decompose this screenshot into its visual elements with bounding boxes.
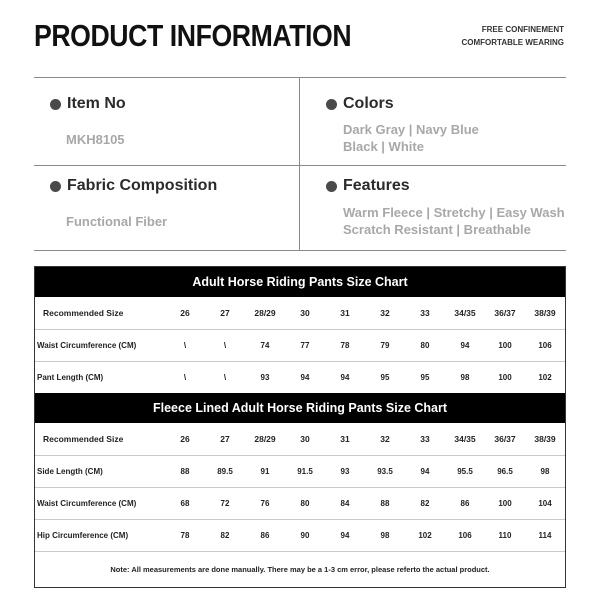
measurement-value: 94 [420, 466, 430, 476]
size-header-label: Recommended Size [43, 434, 124, 444]
measurement-value: 78 [340, 340, 350, 350]
measurement-value: 94 [300, 372, 310, 382]
measurement-value: 86 [260, 530, 270, 540]
size-column-header: 26 [180, 308, 190, 318]
tagline [461, 23, 564, 49]
measurement-value: 95 [380, 372, 390, 382]
measurement-value: 102 [418, 530, 432, 540]
measurement-label: Waist Circumference (CM) [37, 340, 137, 350]
measurement-value: 72 [220, 498, 230, 508]
size-column-header: 32 [380, 434, 390, 444]
size-column-header: 30 [300, 434, 310, 444]
measurement-value: 80 [420, 340, 430, 350]
colors-line: Black | White [343, 139, 424, 154]
row-divider [35, 551, 565, 552]
size-column-header: 36/37 [494, 308, 516, 318]
measurement-value: 74 [260, 340, 270, 350]
fabric-label: Fabric Composition [67, 177, 218, 194]
features-value [343, 204, 565, 238]
measurement-value: 86 [460, 498, 470, 508]
table-row [35, 329, 565, 361]
measurement-value: 100 [498, 340, 512, 350]
measurement-label: Hip Circumference (CM) [37, 530, 129, 540]
measurement-value: 104 [538, 498, 552, 508]
measurement-value: 96.5 [497, 466, 513, 476]
measurement-value: 76 [260, 498, 270, 508]
size-column-header: 38/39 [534, 434, 556, 444]
size-column-header: 33 [420, 434, 430, 444]
measurement-value: \ [223, 372, 227, 382]
measurement-value: 68 [180, 498, 190, 508]
size-column-header: 30 [300, 308, 310, 318]
page-title: PRODUCT INFORMATION [34, 18, 352, 53]
chart-title-bar: Adult Horse Riding Pants Size Chart [35, 267, 565, 297]
info-divider-vertical [299, 77, 300, 250]
size-header-row [35, 423, 565, 455]
measurement-value: 88 [180, 466, 190, 476]
info-divider-top [34, 77, 566, 78]
measurement-value: 79 [380, 340, 390, 350]
measurement-value: 90 [300, 530, 310, 540]
fabric-line: Functional Fiber [66, 214, 168, 229]
features-label: Features [343, 177, 410, 194]
size-column-header: 28/29 [254, 308, 276, 318]
fabric-heading [50, 177, 217, 195]
colors-line: Dark Gray | Navy Blue [343, 122, 479, 137]
measurement-value: 114 [538, 530, 552, 540]
measurement-value: 110 [498, 530, 512, 540]
measurement-value: 82 [420, 498, 430, 508]
measurement-value: 95.5 [457, 466, 473, 476]
tagline-line: FREE CONFINEMENT [481, 25, 564, 34]
colors-heading [326, 95, 394, 113]
table-row [35, 519, 565, 551]
colors-label: Colors [343, 95, 394, 112]
size-column-header: 34/35 [454, 308, 476, 318]
info-divider-middle [34, 165, 566, 166]
bullet-icon [50, 181, 61, 192]
measurement-value: 89.5 [217, 466, 233, 476]
table-row [35, 487, 565, 519]
measurement-value: \ [183, 340, 187, 350]
measurement-value: 91.5 [297, 466, 313, 476]
measurement-value: 100 [498, 498, 512, 508]
info-divider-bottom [34, 250, 566, 251]
size-chart [34, 266, 566, 588]
measurement-label: Pant Length (CM) [37, 372, 104, 382]
measurement-label: Side Length (CM) [37, 466, 103, 476]
chart-title-bar: Fleece Lined Adult Horse Riding Pants Size Chart [35, 393, 565, 423]
item-no-heading [50, 95, 126, 113]
size-column-header: 38/39 [534, 308, 556, 318]
size-column-header: 27 [220, 308, 230, 318]
size-header-label: Recommended Size [43, 308, 124, 318]
size-column-header: 34/35 [454, 434, 476, 444]
size-column-header: 33 [420, 308, 430, 318]
measurement-value: 106 [458, 530, 472, 540]
colors-value [343, 121, 479, 155]
measurement-value: 93.5 [377, 466, 393, 476]
features-line: Warm Fleece | Stretchy | Easy Wash [343, 205, 565, 220]
item-no-label: Item No [67, 95, 126, 112]
size-column-header: 26 [180, 434, 190, 444]
bullet-icon [326, 99, 337, 110]
measurement-value: 102 [538, 372, 552, 382]
bullet-icon [50, 99, 61, 110]
measurement-value: 77 [300, 340, 310, 350]
measurement-value: \ [183, 372, 187, 382]
item-no-line: MKH8105 [66, 132, 125, 147]
measurement-value: 91 [260, 466, 270, 476]
measurement-value: 98 [380, 530, 390, 540]
item-no-value [66, 131, 125, 148]
measurement-value: 88 [380, 498, 390, 508]
size-column-header: 27 [220, 434, 230, 444]
measurement-value: 82 [220, 530, 230, 540]
measurement-value: 95 [420, 372, 430, 382]
measurement-label: Waist Circumference (CM) [37, 498, 137, 508]
bullet-icon [326, 181, 337, 192]
measurement-value: 94 [340, 372, 350, 382]
measurement-value: 94 [340, 530, 350, 540]
size-column-header: 32 [380, 308, 390, 318]
features-heading [326, 177, 410, 195]
size-column-header: 31 [340, 434, 350, 444]
measurement-value: 98 [460, 372, 470, 382]
size-column-header: 36/37 [494, 434, 516, 444]
measurement-value: 84 [340, 498, 350, 508]
measurement-value: 100 [498, 372, 512, 382]
measurement-value: 94 [460, 340, 470, 350]
measurement-value: 93 [340, 466, 350, 476]
table-row [35, 455, 565, 487]
table-row [35, 361, 565, 393]
measurement-value: 106 [538, 340, 552, 350]
measurement-value: 80 [300, 498, 310, 508]
tagline-line: COMFORTABLE WEARING [461, 38, 564, 47]
size-column-header: 28/29 [254, 434, 276, 444]
measurement-value: \ [223, 340, 227, 350]
size-header-row [35, 297, 565, 329]
measurement-value: 98 [540, 466, 550, 476]
features-line: Scratch Resistant | Breathable [343, 222, 531, 237]
fabric-value [66, 213, 167, 230]
size-column-header: 31 [340, 308, 350, 318]
measurement-value: 78 [180, 530, 190, 540]
measurement-value: 93 [260, 372, 270, 382]
measurement-note: Note: All measurements are done manually. There may be a 1-3 cm error, please referto the actual product. [110, 565, 490, 574]
